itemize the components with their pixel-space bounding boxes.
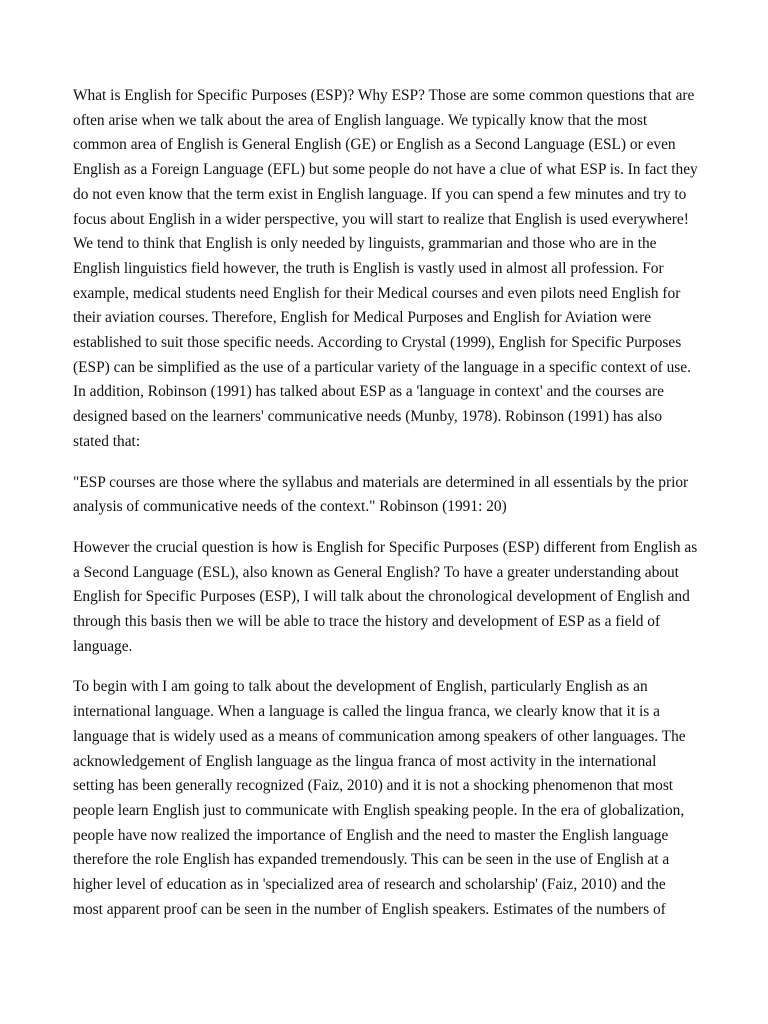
paragraph-development: To begin with I am going to talk about the development of English, particularly English as an international language. When a language is called the lingua franca, we clearly know that it is a language that is widely used as a means of communication among speakers of other languages. The acknowledgement of English language as the lingua franca of most activity in the international setting has been generally recognized (Faiz, 2010) and it is not a shocking phenomenon that most people learn English just to communicate with English speaking people. In the era of globalization, people have now realized the importance of English and the need to master the English language therefore the role English has expanded tremendously. This can be seen in the use of English at a higher level of education as in 'specialized area of research and scholarship' (Faiz, 2010) and the most apparent proof can be seen in the number of English speakers. Estimates of the numbers of	[73, 678, 686, 918]
paragraph-intro: What is English for Specific Purposes (ESP)? Why ESP? Those are some common questions that are often arise when we talk about the area of English language. We typically know that the most common area of English is General English (GE) or English as a Second Language (ESL) or even English as a Foreign Language (EFL) but some people do not have a clue of what ESP is. In fact they do not even know that the term exist in English language. If you can spend a few minutes and try to focus about English in a wider perspective, you will start to realize that English is used everywhere! We tend to think that English is only needed by linguists, grammarian and those who are in the English linguistics field however, the truth is English is vastly used in almost all profession. For example, medical students need English for their Medical courses and even pilots need English for their aviation courses. Therefore, English for Medical Purposes and English for Aviation were established to suit those specific needs. According to Crystal (1999), English for Specific Purposes (ESP) can be simplified as the use of a particular variety of the language in a specific context of use. In addition, Robinson (1991) has talked about ESP as a 'language in context' and the courses are designed based on the learners' communicative needs (Munby, 1978). Robinson (1991) has also stated that:	[73, 87, 698, 450]
paragraph-question: However the crucial question is how is English for Specific Purposes (ESP) different from English as a Second Language (ESL), also known as General English? To have a greater understanding about English for Specific Purposes (ESP), I will talk about the chronological development of English and through this basis then we will be able to trace the history and development of ESP as a field of language.	[73, 538, 698, 655]
paragraph-quote: "ESP courses are those where the syllabus and materials are determined in all essentials by the prior analysis of communicative needs of the context." Robinson (1991: 20)	[73, 473, 689, 516]
document-body	[73, 84, 699, 923]
